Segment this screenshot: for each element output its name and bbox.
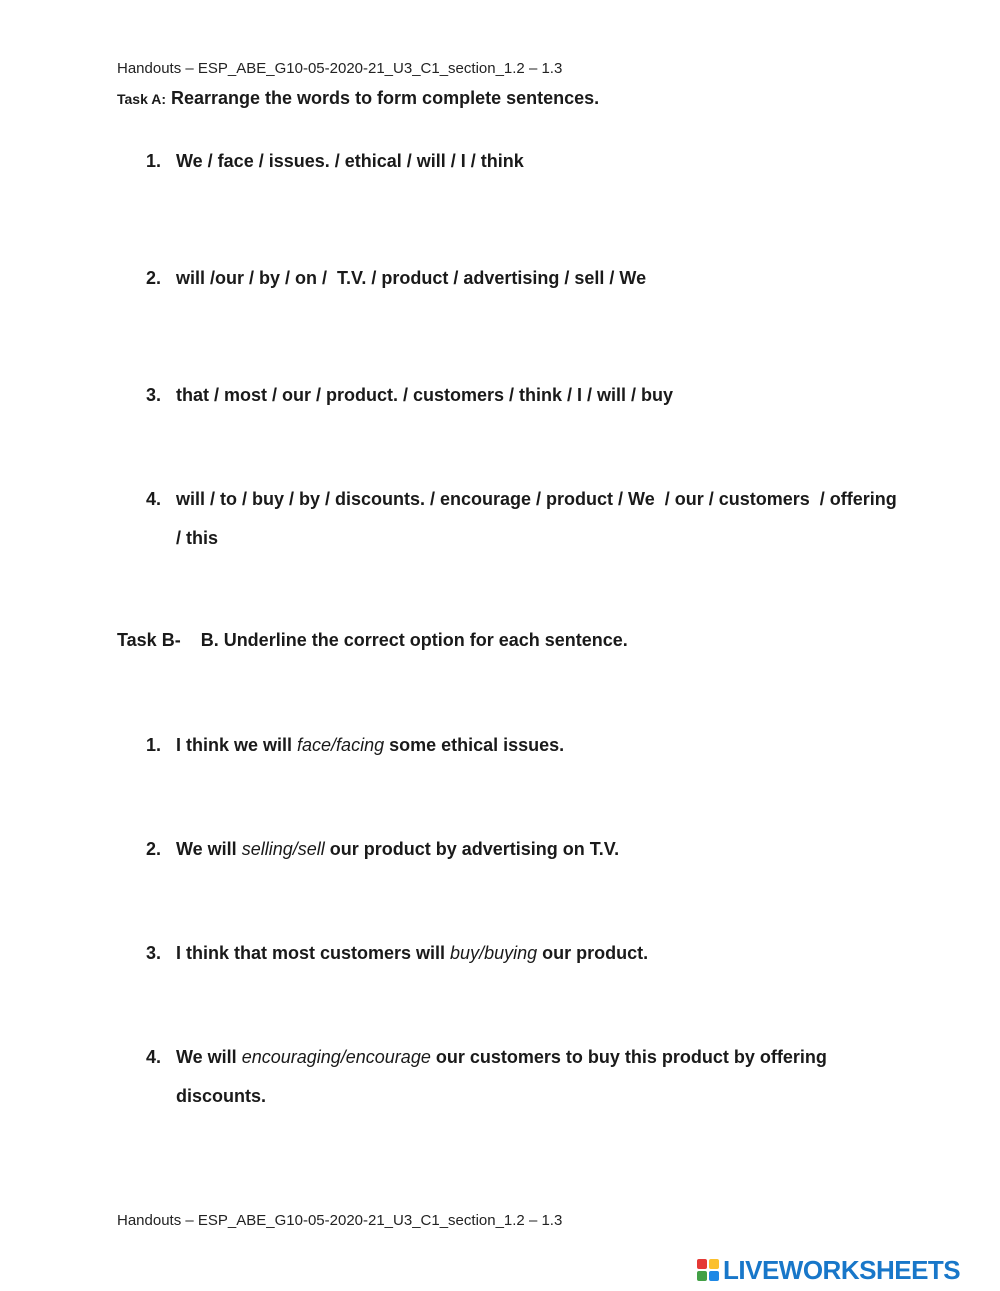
task-b-item [146,726,906,765]
item-number: 4. [146,489,162,509]
option-choice[interactable]: buy/buying [450,943,538,963]
item-number: 3. [146,385,162,405]
scrambled-words: that / most / our / product. / customers / think / I / will / buy [176,385,674,405]
liveworksheets-logo [697,1254,960,1286]
logo-wordmark: LIVEWORKSHEETS [723,1254,961,1285]
page-footer: Handouts – ESP_ABE_G10-05-2020-21_U3_C1_section_1.2 – 1.3 [117,1212,563,1229]
option-choice[interactable]: selling/sell [241,839,325,859]
item-number: 1. [146,151,162,171]
scrambled-words: We / face / issues. / ethical / will / I / think [176,151,524,171]
scrambled-words: will /our / by / on / T.V. / product / advertising / sell / We [176,268,647,288]
item-number: 2. [146,268,162,288]
logo-tile [697,1259,707,1269]
sentence-start: We will [176,839,242,859]
sentence-end: our product. [537,943,649,963]
task-b-item [146,1038,906,1116]
sentence-end: some ethical issues. [384,735,565,755]
option-choice[interactable]: encouraging/encourage [241,1047,431,1067]
logo-tile [709,1271,719,1281]
task-b-item [146,934,906,973]
item-number: 4. [146,1047,162,1067]
sentence-start: I think that most customers will [176,943,451,963]
sentence-end: our product by advertising on T.V. [324,839,620,859]
task-a-instruction: Rearrange the words to form complete sentences. [166,88,600,108]
sentence-end: our customers to buy this product by offering discounts. [176,1047,832,1106]
task-a-item [146,259,906,298]
scrambled-words: will / to / buy / by / discounts. / encourage / product / We / our / customers / offering / this [176,489,907,548]
task-a-title [117,88,599,109]
task-a-label: Task A: [117,91,167,107]
item-number: 1. [146,735,162,755]
task-b-heading: Task B- B. Underline the correct option for each sentence. [117,630,628,650]
item-number: 3. [146,943,162,963]
logo-tile [697,1271,707,1281]
task-a-item [146,142,906,181]
sentence-start: We will [176,1047,242,1067]
logo-tiles-icon [697,1259,719,1281]
task-b-item [146,830,906,869]
item-number: 2. [146,839,162,859]
option-choice[interactable]: face/facing [297,735,385,755]
task-a-item [146,480,906,558]
logo-tile [709,1259,719,1269]
task-a-item [146,376,906,415]
page-header: Handouts – ESP_ABE_G10-05-2020-21_U3_C1_section_1.2 – 1.3 [117,60,563,77]
sentence-start: I think we will [176,735,298,755]
